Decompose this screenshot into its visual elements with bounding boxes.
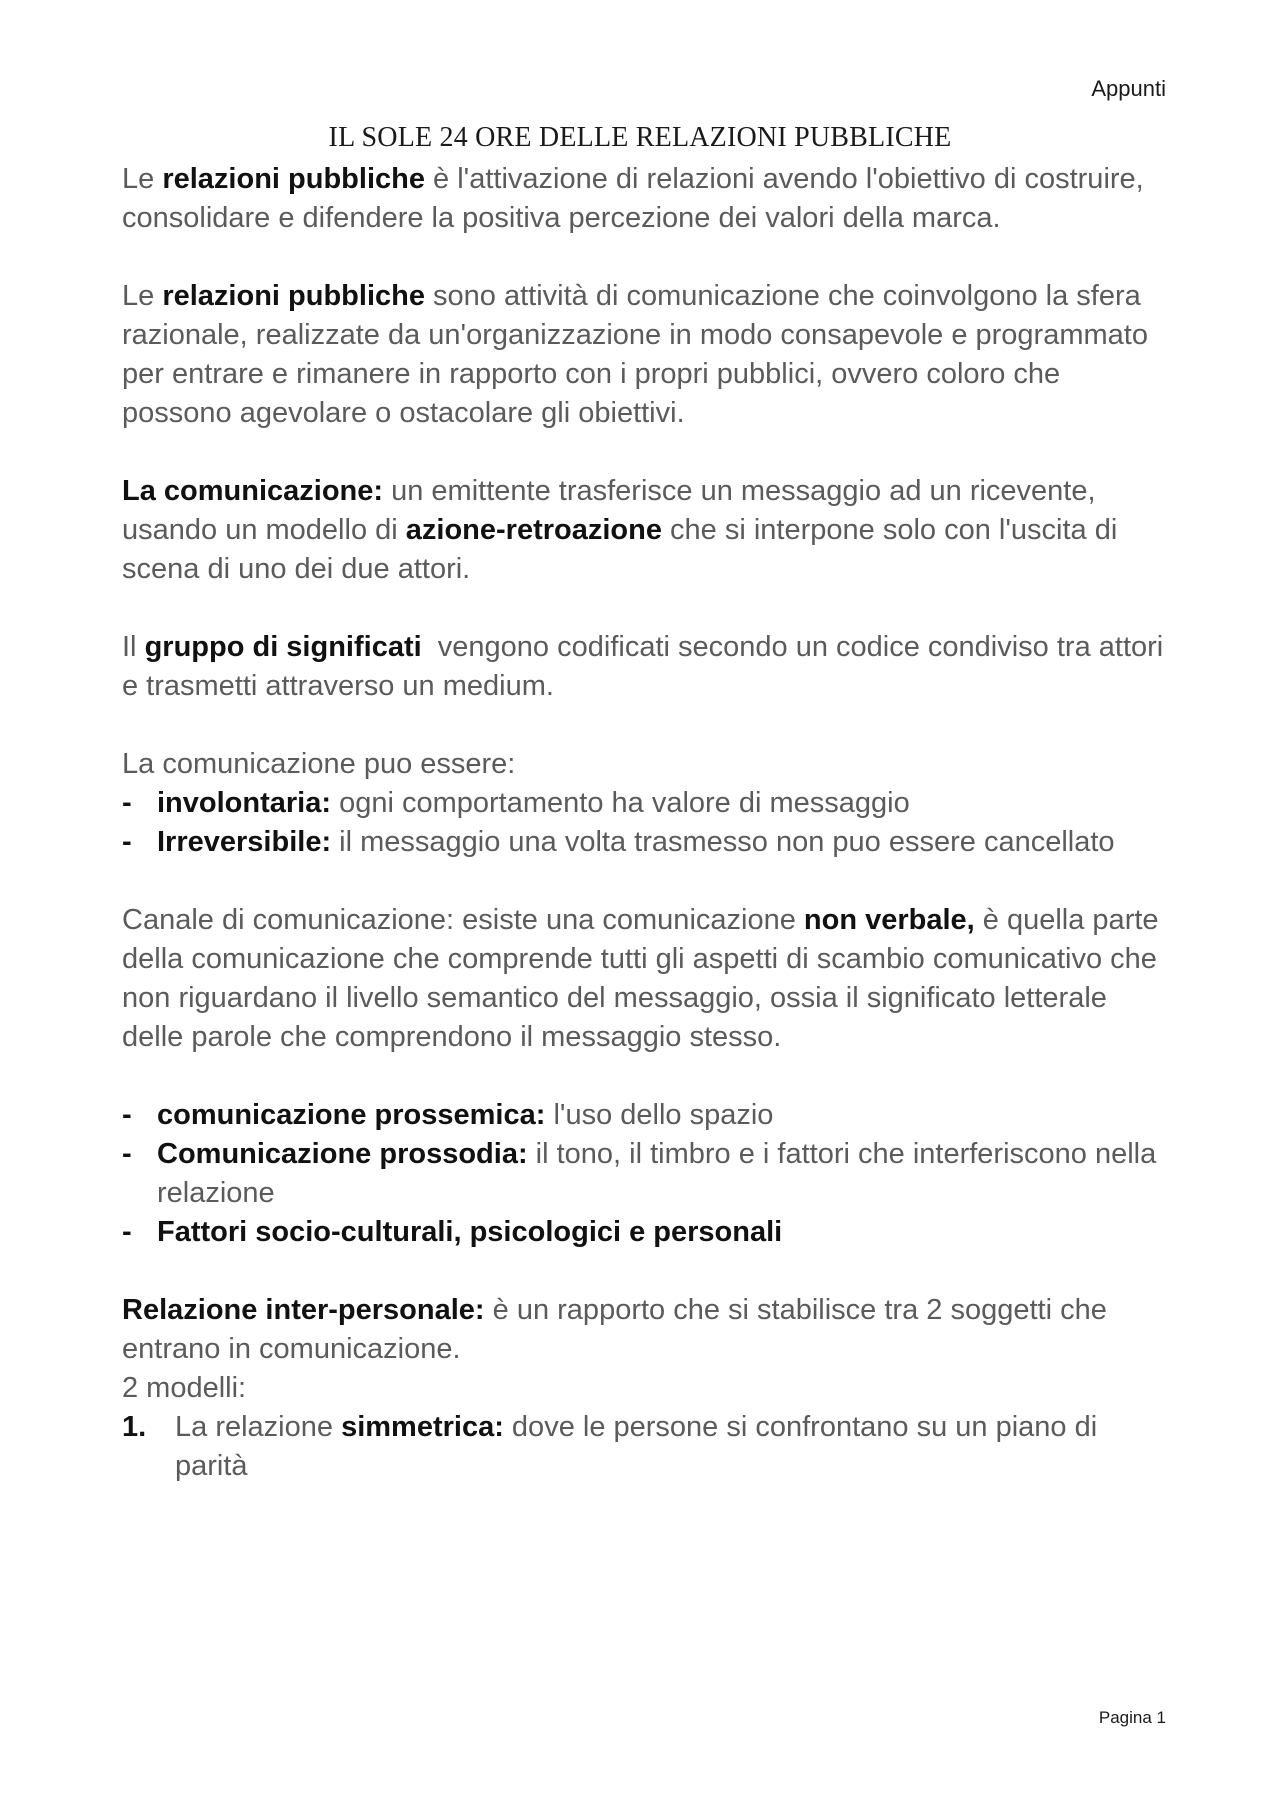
paragraph-models: 2 modelli:	[122, 1372, 247, 1404]
paragraph-meanings	[122, 628, 1172, 706]
bold-term: comunicazione prossemica:	[157, 1099, 546, 1131]
paragraph-list-intro: La comunicazione puo essere:	[122, 748, 516, 780]
bold-term: La comunicazione:	[122, 475, 384, 507]
spacer	[122, 238, 1172, 277]
paragraph-activities	[122, 277, 1172, 433]
text-segment: il messaggio una volta trasmesso non puo essere cancellato	[331, 826, 1115, 858]
bold-term: azione-retroazione	[405, 514, 662, 546]
text-segment: sono attività di comunicazione che coinvolgono la sfera razionale, realizzate da un'organizzazione in modo consapevole e programmato per entrare e rimanere in rapporto con i propri pubblici, ovvero coloro che possono agevolare o ostacolare gli obiettivi.	[122, 280, 1148, 429]
bold-term: involontaria:	[157, 787, 332, 819]
text-segment: l'uso dello spazio	[545, 1099, 774, 1131]
text-segment: è quella parte della comunicazione che comprende tutti gli aspetti di scambio comunicativo che non riguardano il livello semantico del messaggio, ossia il significato letterale delle parole che comprendono il messaggio stesso.	[122, 904, 1159, 1053]
spacer	[122, 706, 1172, 745]
spacer	[122, 1252, 1172, 1291]
bold-term: Comunicazione prossodia:	[157, 1138, 528, 1170]
bold-term: Fattori socio-culturali, psicologici e personali	[157, 1216, 783, 1248]
text-segment: vengono codificati secondo un codice condiviso tra attori e trasmetti attraverso un medium.	[122, 631, 1172, 702]
text-segment: un emittente trasferisce un messaggio ad un ricevente, usando un modello di	[122, 475, 1096, 546]
text-segment: Le	[122, 280, 163, 312]
paragraph-communication	[122, 472, 1172, 589]
spacer	[122, 589, 1172, 628]
number-marker: 1.	[122, 1411, 147, 1443]
text-segment: Il	[122, 631, 145, 663]
list-item	[122, 1096, 1172, 1135]
bold-term: simmetrica:	[341, 1411, 504, 1443]
numbered-list-models	[122, 1408, 1172, 1486]
text-segment: il tono, il timbro e i fattori che interferiscono nella relazione	[157, 1138, 1157, 1209]
page-header-label: Appunti	[1091, 76, 1166, 101]
dash-bullet: -	[122, 787, 132, 819]
paragraph-channel	[122, 901, 1172, 1057]
page-title: IL SOLE 24 ORE DELLE RELAZIONI PUBBLICHE	[328, 122, 952, 153]
list-item	[122, 1408, 1172, 1486]
spacer	[122, 433, 1172, 472]
text-segment: Le	[122, 163, 163, 195]
paragraph-interpersonal	[122, 1291, 1172, 1369]
text-segment: è l'attivazione di relazioni avendo l'obiettivo di costruire, consolidare e difendere la positiva percezione dei valori della marca.	[122, 163, 1144, 234]
bold-term: Irreversibile:	[157, 826, 332, 858]
dash-bullet: -	[122, 1138, 132, 1170]
bold-term: gruppo di significati	[144, 631, 422, 663]
spacer	[122, 862, 1172, 901]
page-number: Pagina 1	[1098, 1708, 1166, 1727]
text-segment: dove le persone si confrontano su un piano di parità	[175, 1411, 1098, 1482]
bullet-list-types	[122, 784, 1172, 862]
paragraph-definition	[122, 160, 1172, 238]
bold-term: Relazione inter-personale:	[122, 1294, 485, 1326]
dash-bullet: -	[122, 826, 132, 858]
bold-term: relazioni pubbliche	[162, 163, 425, 195]
dash-bullet: -	[122, 1216, 132, 1248]
text-segment: che si interpone solo con l'uscita di scena di uno dei due attori.	[122, 514, 1118, 585]
spacer	[122, 1057, 1172, 1096]
bullet-list-nonverbal	[122, 1096, 1172, 1252]
list-item	[122, 784, 1172, 823]
list-item	[122, 823, 1172, 862]
bold-term: non verbale,	[803, 904, 975, 936]
list-item	[122, 1135, 1172, 1213]
text-segment: La relazione	[175, 1411, 342, 1443]
text-segment: è un rapporto che si stabilisce tra 2 soggetti che entrano in comunicazione.	[122, 1294, 1107, 1365]
bold-term: relazioni pubbliche	[162, 280, 425, 312]
list-item	[122, 1213, 1172, 1252]
document-body	[122, 160, 1172, 1486]
text-segment: Canale di comunicazione: esiste una comunicazione	[122, 904, 804, 936]
dash-bullet: -	[122, 1099, 132, 1131]
text-segment: ogni comportamento ha valore di messaggio	[331, 787, 910, 819]
